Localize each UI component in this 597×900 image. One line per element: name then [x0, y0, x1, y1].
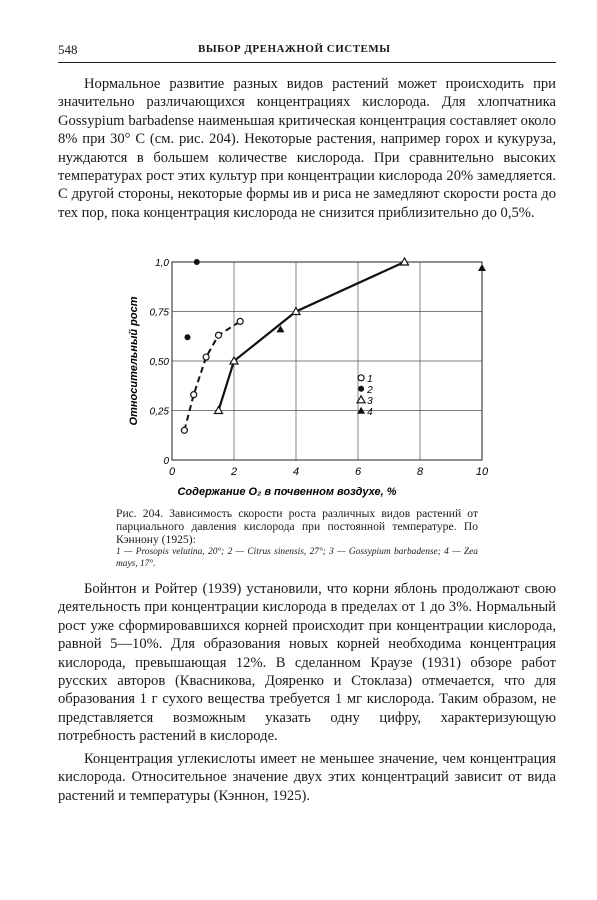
paragraph-3: Концентрация углекислоты имеет не меньшее значение, чем концентрация кислорода. Относительное значение двух этих концентраций зависит от вида растений и температуры (Кэннон, 1925).: [58, 751, 556, 804]
figure-caption: Рис. 204. Зависимость скорости роста различных видов растений от парциального давления кислорода при постоянной температуре. По Кэннону (1925):: [116, 507, 478, 547]
series-1-point: [191, 392, 197, 398]
y-tick-label: 0,25: [149, 406, 169, 418]
legend-label: 1: [367, 373, 373, 385]
y-tick-label: 0: [163, 456, 169, 467]
x-tick-label: 10: [475, 466, 489, 478]
series-1-point: [237, 318, 243, 324]
series-1-point: [203, 354, 209, 360]
running-title: ВЫБОР ДРЕНАЖНОЙ СИСТЕМЫ: [198, 43, 391, 55]
x-axis-label: Содержание O₂ в почвенном воздухе, %: [177, 486, 397, 498]
series-2-point: [194, 259, 200, 265]
series-1-point: [216, 332, 222, 338]
legend-label: 4: [367, 406, 373, 418]
paragraph-1: Нормальное развитие разных видов растений может происходить при значительно различающихся концентрациях кислорода. Для хлопчатника Gossypium barbadense наименьшая критическая концентрация составляет около 8% при 30° C (см. рис. 204). Некоторые растения, например горох и кукуруза, нуждаются в большем количестве кислорода. При сравнительно высоких температурах рост этих культур при концентрации кислорода 20% замедляется. С другой стороны, некоторые формы ив и риса не замедляют скорости роста до тех пор, пока концентрация кислорода не снизится приблизительно до 0,5%.: [58, 76, 556, 221]
legend-label: 2: [367, 384, 373, 396]
x-tick-label: 8: [416, 466, 424, 478]
paragraph-2: Бойнтон и Ройтер (1939) установили, что корни яблонь продолжают свою деятельность при концентрации кислорода в пределах от 1 до 3%. Нормальный рост уже сформировавшихся корней происходит при концентрации кислорода, равной 5—10%. Для образования новых корней необходима концентрация кислорода, превышающая 12%. В сделанном Краузе (1931) обзоре работ русских авторов (Квасникова, Дояренко и Стоклаза) отмечается, что для образования 1 г сухого вещества требуется 1 мг кислорода. Таким образом, не представляется возможным указать одну цифру, характеризующую потребность растений в кислороде.: [58, 581, 556, 745]
series-1-curve: [184, 321, 240, 430]
x-tick-label: 2: [230, 466, 238, 478]
legend-marker: [358, 386, 364, 392]
growth-chart: [100, 252, 500, 502]
x-tick-label: 4: [292, 466, 300, 478]
page-number: 548: [58, 42, 78, 57]
y-tick-label: 0,75: [149, 307, 169, 319]
series-3-curve: [219, 262, 405, 411]
series-3-point: [215, 407, 223, 414]
legend-marker: [358, 375, 364, 381]
legend-label: 3: [367, 395, 373, 407]
x-tick-label: 6: [354, 466, 362, 478]
series-4-point: [478, 264, 486, 271]
page-header: [58, 42, 556, 63]
y-axis-label: Относительный рост: [128, 296, 140, 426]
series-2-point: [185, 334, 191, 340]
y-tick-label: 0,50: [149, 357, 169, 368]
series-1-point: [181, 427, 187, 433]
y-tick-label: 1,0: [155, 258, 169, 269]
figure-caption-legend: 1 — Prosopis velutina, 20°; 2 — Citrus sinensis, 27°; 3 — Gossypium barbadense; 4 — Zea mays, 17°.: [116, 547, 478, 569]
x-tick-label: 0: [168, 466, 176, 478]
figure-204: [100, 252, 500, 502]
